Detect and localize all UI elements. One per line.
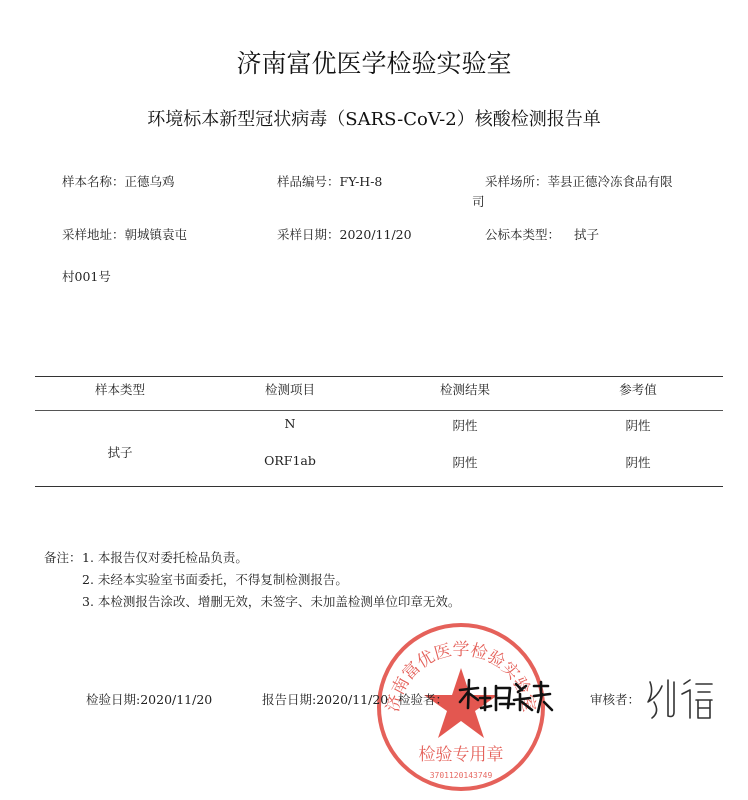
- location-value-line2: 司: [472, 194, 485, 209]
- cell-result-n: 阴性: [452, 418, 478, 433]
- note-item-1: 1. 本报告仅对委托检品负责。: [82, 550, 248, 565]
- report-date: 报告日期:2020/11/20: [262, 692, 389, 707]
- sample-name: [62, 172, 175, 190]
- location-label: 采样场所：: [485, 174, 548, 189]
- address-value-line2: 村001号: [62, 269, 111, 284]
- sample-id-value: FY-H-8: [339, 174, 383, 189]
- cell-result-orf1ab: 阴性: [452, 455, 478, 470]
- table-bottom-rule: [35, 486, 723, 487]
- notes-label: 备注：: [44, 550, 82, 565]
- note-item-2: 2. 未经本实验室书面委托，不得复制检测报告。: [82, 572, 348, 587]
- address-value-line1: 朝城镇袁屯: [124, 227, 188, 242]
- table-top-rule: [35, 376, 723, 377]
- sampling-date: [277, 225, 412, 243]
- sample-id: [277, 172, 382, 190]
- sample-name-value: 正德乌鸡: [124, 174, 175, 189]
- inspector-signature: [456, 676, 556, 716]
- header-reference: 参考值: [619, 382, 657, 397]
- lab-name: 济南富优医学检验实验室: [236, 49, 512, 78]
- report-title: 环境标本新型冠状病毒（SARS-CoV-2）核酸检测报告单: [147, 109, 601, 130]
- date-value: 2020/11/20: [339, 227, 412, 242]
- date-label: 采样日期：: [277, 227, 340, 242]
- reviewer-signature: [640, 672, 720, 724]
- header-test-result: 检测结果: [439, 382, 490, 397]
- cell-item-orf1ab: ORF1ab: [264, 453, 316, 468]
- stamp-number: 3701120143749: [429, 771, 493, 780]
- header-test-item: 检测项目: [264, 382, 315, 397]
- reviewer-label: 审核者：: [590, 692, 641, 707]
- type-value: 拭子: [574, 227, 600, 242]
- note-item-3: 3. 本检测报告涂改、增删无效，未签字、未加盖检测单位印章无效。: [82, 594, 461, 609]
- address-label: 采样地址：: [62, 227, 125, 242]
- table-header-rule: [35, 410, 723, 411]
- stamp-bottom-text: 检验专用章: [418, 745, 504, 765]
- inspector-label: 检验者：: [398, 692, 449, 707]
- cell-item-n: N: [284, 416, 296, 431]
- sample-id-label: 样品编号：: [277, 174, 340, 189]
- specimen-type: [485, 225, 599, 243]
- cell-reference-n: 阴性: [625, 418, 651, 433]
- sampling-location: [485, 172, 673, 190]
- cell-reference-orf1ab: 阴性: [625, 455, 651, 470]
- sampling-address: [62, 225, 187, 243]
- header-sample-type: 样本类型: [94, 382, 145, 397]
- stamp-arc-text: 济南富优医学检验实验室: [383, 640, 539, 714]
- cell-sample-type: 拭子: [107, 445, 133, 460]
- location-value-line1: 莘县正德冷冻食品有限: [547, 174, 673, 189]
- sample-name-label: 样本名称：: [62, 174, 125, 189]
- type-label: 公标本类型：: [485, 227, 561, 242]
- test-date: 检验日期:2020/11/20: [86, 692, 213, 707]
